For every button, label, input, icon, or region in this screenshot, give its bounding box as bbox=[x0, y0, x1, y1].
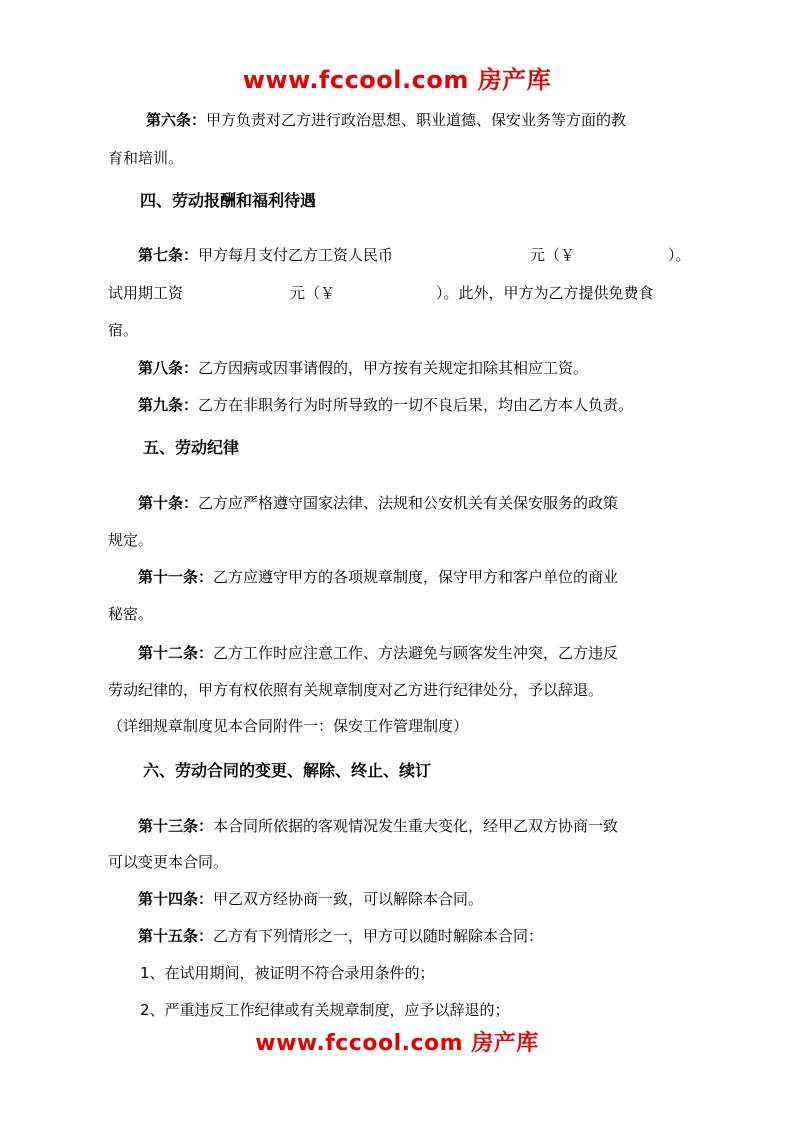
article-10-label: 第十条： bbox=[138, 494, 199, 512]
article-7-close-1: ）。 bbox=[668, 246, 691, 264]
article-12-text: 乙方工作时应注意工作、方法避免与顾客发生冲突，乙方违反 bbox=[213, 644, 619, 662]
article-14-text: 甲乙双方经协商一致，可以解除本合同。 bbox=[213, 890, 484, 908]
article-11-line-1 bbox=[138, 567, 618, 587]
article-8 bbox=[138, 358, 588, 378]
article-12-line-2: 劳动纪律的，甲方有权依照有关规章制度对乙方进行纪律处分，予以辞退。 bbox=[108, 681, 604, 699]
article-7-line-2c: ）。此外，甲方为乙方提供免费食 bbox=[436, 284, 654, 302]
article-11-text: 乙方应遵守甲方的各项规章制度，保守甲方和客户单位的商业 bbox=[213, 568, 619, 586]
list-item-2: 2、严重违反工作纪律或有关规章制度，应予以辞退的； bbox=[140, 1001, 510, 1019]
article-15 bbox=[138, 926, 543, 946]
article-6-text: 甲方负责对乙方进行政治思想、职业道德、保安业务等方面的教 bbox=[206, 111, 627, 129]
article-7-label: 第七条： bbox=[138, 246, 199, 264]
article-14 bbox=[138, 889, 483, 909]
article-9-text: 乙方在非职务行为时所导致的一切不良后果，均由乙方本人负责。 bbox=[198, 396, 634, 414]
article-7-line-3: 宿。 bbox=[108, 321, 139, 339]
article-7-line-2a: 试用期工资 bbox=[108, 284, 184, 302]
article-7-yuan-1: 元（￥ bbox=[530, 246, 576, 264]
section-5-heading: 五、劳动纪律 bbox=[143, 438, 240, 457]
article-13-text: 本合同所依据的客观情况发生重大变化，经甲乙双方协商一致 bbox=[213, 817, 619, 835]
article-9 bbox=[138, 395, 633, 415]
article-7-line-2b: 元（￥ bbox=[290, 284, 336, 302]
article-13-line-2: 可以变更本合同。 bbox=[108, 853, 229, 871]
article-15-label: 第十五条： bbox=[138, 927, 214, 945]
article-6-label: 第六条： bbox=[146, 111, 207, 129]
article-14-label: 第十四条： bbox=[138, 890, 214, 908]
page-footer-watermark: www.fccool.com 房产库 bbox=[255, 1031, 539, 1056]
article-8-label: 第八条： bbox=[138, 359, 199, 377]
article-15-text: 乙方有下列情形之一，甲方可以随时解除本合同： bbox=[213, 927, 544, 945]
article-12-line-3: （详细规章制度见本合同附件一：保安工作管理制度） bbox=[108, 717, 469, 735]
article-11-label: 第十一条： bbox=[138, 568, 214, 586]
article-10-line-1 bbox=[138, 493, 618, 513]
article-8-text: 乙方因病或因事请假的，甲方按有关规定扣除其相应工资。 bbox=[198, 359, 589, 377]
section-4-heading: 四、劳动报酬和福利待遇 bbox=[140, 191, 317, 210]
article-11-line-2: 秘密。 bbox=[108, 605, 154, 623]
article-12-label: 第十二条： bbox=[138, 644, 214, 662]
article-13-line-1 bbox=[138, 816, 618, 836]
article-6-line-1 bbox=[146, 110, 626, 130]
article-12-line-1 bbox=[138, 643, 618, 663]
article-13-label: 第十三条： bbox=[138, 817, 214, 835]
article-6-line-2: 育和培训。 bbox=[108, 149, 184, 167]
article-7-line-1 bbox=[138, 245, 393, 265]
article-10-line-2: 规定。 bbox=[108, 531, 154, 549]
article-9-label: 第九条： bbox=[138, 396, 199, 414]
list-item-1: 1、在试用期间，被证明不符合录用条件的； bbox=[140, 964, 435, 982]
section-6-heading: 六、劳动合同的变更、解除、终止、续订 bbox=[143, 761, 432, 780]
article-7-text-a: 甲方每月支付乙方工资人民币 bbox=[198, 246, 394, 264]
article-10-text: 乙方应严格遵守国家法律、法规和公安机关有关保安服务的政策 bbox=[198, 494, 619, 512]
page-header-watermark: www.fccool.com 房产库 bbox=[242, 66, 552, 94]
